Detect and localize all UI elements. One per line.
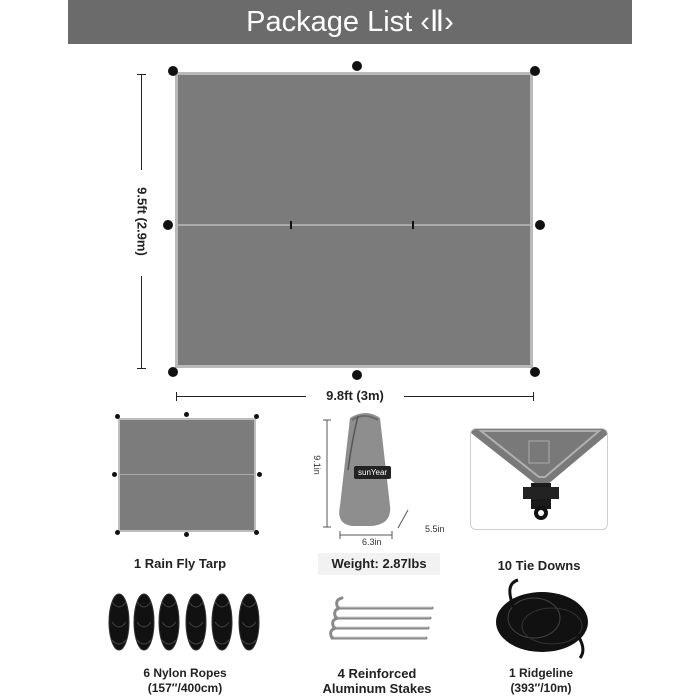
weight-label: Weight: 2.87lbs <box>331 556 427 571</box>
small-tie-point-icon <box>112 472 117 477</box>
tie-ring-top-left-icon <box>168 66 178 76</box>
stakes-label-line2: Aluminum Stakes <box>322 681 432 696</box>
width-dimension-cap-left <box>176 392 177 401</box>
height-dimension-cap-bottom <box>137 368 146 369</box>
bag-height-label: 9.1in <box>311 455 322 475</box>
width-dimension-line-right <box>404 396 534 397</box>
small-tie-point-icon <box>184 532 189 537</box>
tie-down-image <box>470 428 608 530</box>
brand-logo: sunYear <box>354 466 391 479</box>
tie-ring-bottom-center-icon <box>352 370 362 380</box>
tarp-label: 1 Rain Fly Tarp <box>133 556 227 571</box>
tarp-ridgeline-seam <box>178 224 530 226</box>
ropes-label-line1: 6 Nylon Ropes <box>143 666 227 680</box>
small-tie-point-icon <box>254 414 259 419</box>
ropes-label-line2: (157″/400cm) <box>147 681 223 695</box>
width-dimension-line-left <box>176 396 306 397</box>
stakes-label <box>310 666 444 696</box>
page-title: Package List ‹Ⅱ› <box>246 6 454 38</box>
tie-ring-bottom-left-icon <box>168 367 178 377</box>
tie-ring-top-right-icon <box>530 66 540 76</box>
small-tarp-seam <box>120 474 254 475</box>
seam-mark-right <box>412 221 414 229</box>
height-dimension-label: 9.5ft (2.9m) <box>134 187 150 256</box>
ridgeline-label-line2: (393″/10m) <box>510 681 572 695</box>
small-tie-point-icon <box>115 530 120 535</box>
width-dimension-cap-right <box>533 392 534 401</box>
ropes-label <box>110 666 260 696</box>
ridgeline-image <box>484 578 594 664</box>
small-tie-point-icon <box>184 412 189 417</box>
height-dimension-cap-top <box>137 74 146 75</box>
bag-width-label: 6.3in <box>362 537 382 547</box>
seam-mark-left <box>290 221 292 229</box>
small-tie-point-icon <box>257 472 262 477</box>
height-dimension-line-top <box>141 74 142 170</box>
ridgeline-label <box>476 666 606 696</box>
ridgeline-label-line1: 1 Ridgeline <box>508 666 573 680</box>
aluminum-stakes-image <box>328 594 438 654</box>
small-tarp-image <box>118 418 256 532</box>
height-dimension-line-bottom <box>141 276 142 368</box>
tie-downs-label: 10 Tie Downs <box>497 558 581 573</box>
stakes-label-line1: 4 Reinforced <box>337 666 417 681</box>
tie-ring-top-center-icon <box>352 61 362 71</box>
width-dimension-label: 9.8ft (3m) <box>326 388 384 403</box>
main-tarp-image <box>175 72 533 368</box>
tie-ring-right-icon <box>535 220 545 230</box>
tie-down-icon <box>471 429 608 530</box>
small-tie-point-icon <box>115 414 120 419</box>
bag-depth-label: 5.5in <box>425 524 445 534</box>
tie-ring-left-icon <box>163 220 173 230</box>
title-banner <box>68 0 632 44</box>
nylon-ropes-image <box>104 592 264 662</box>
small-tie-point-icon <box>254 530 259 535</box>
tie-ring-bottom-right-icon <box>530 367 540 377</box>
